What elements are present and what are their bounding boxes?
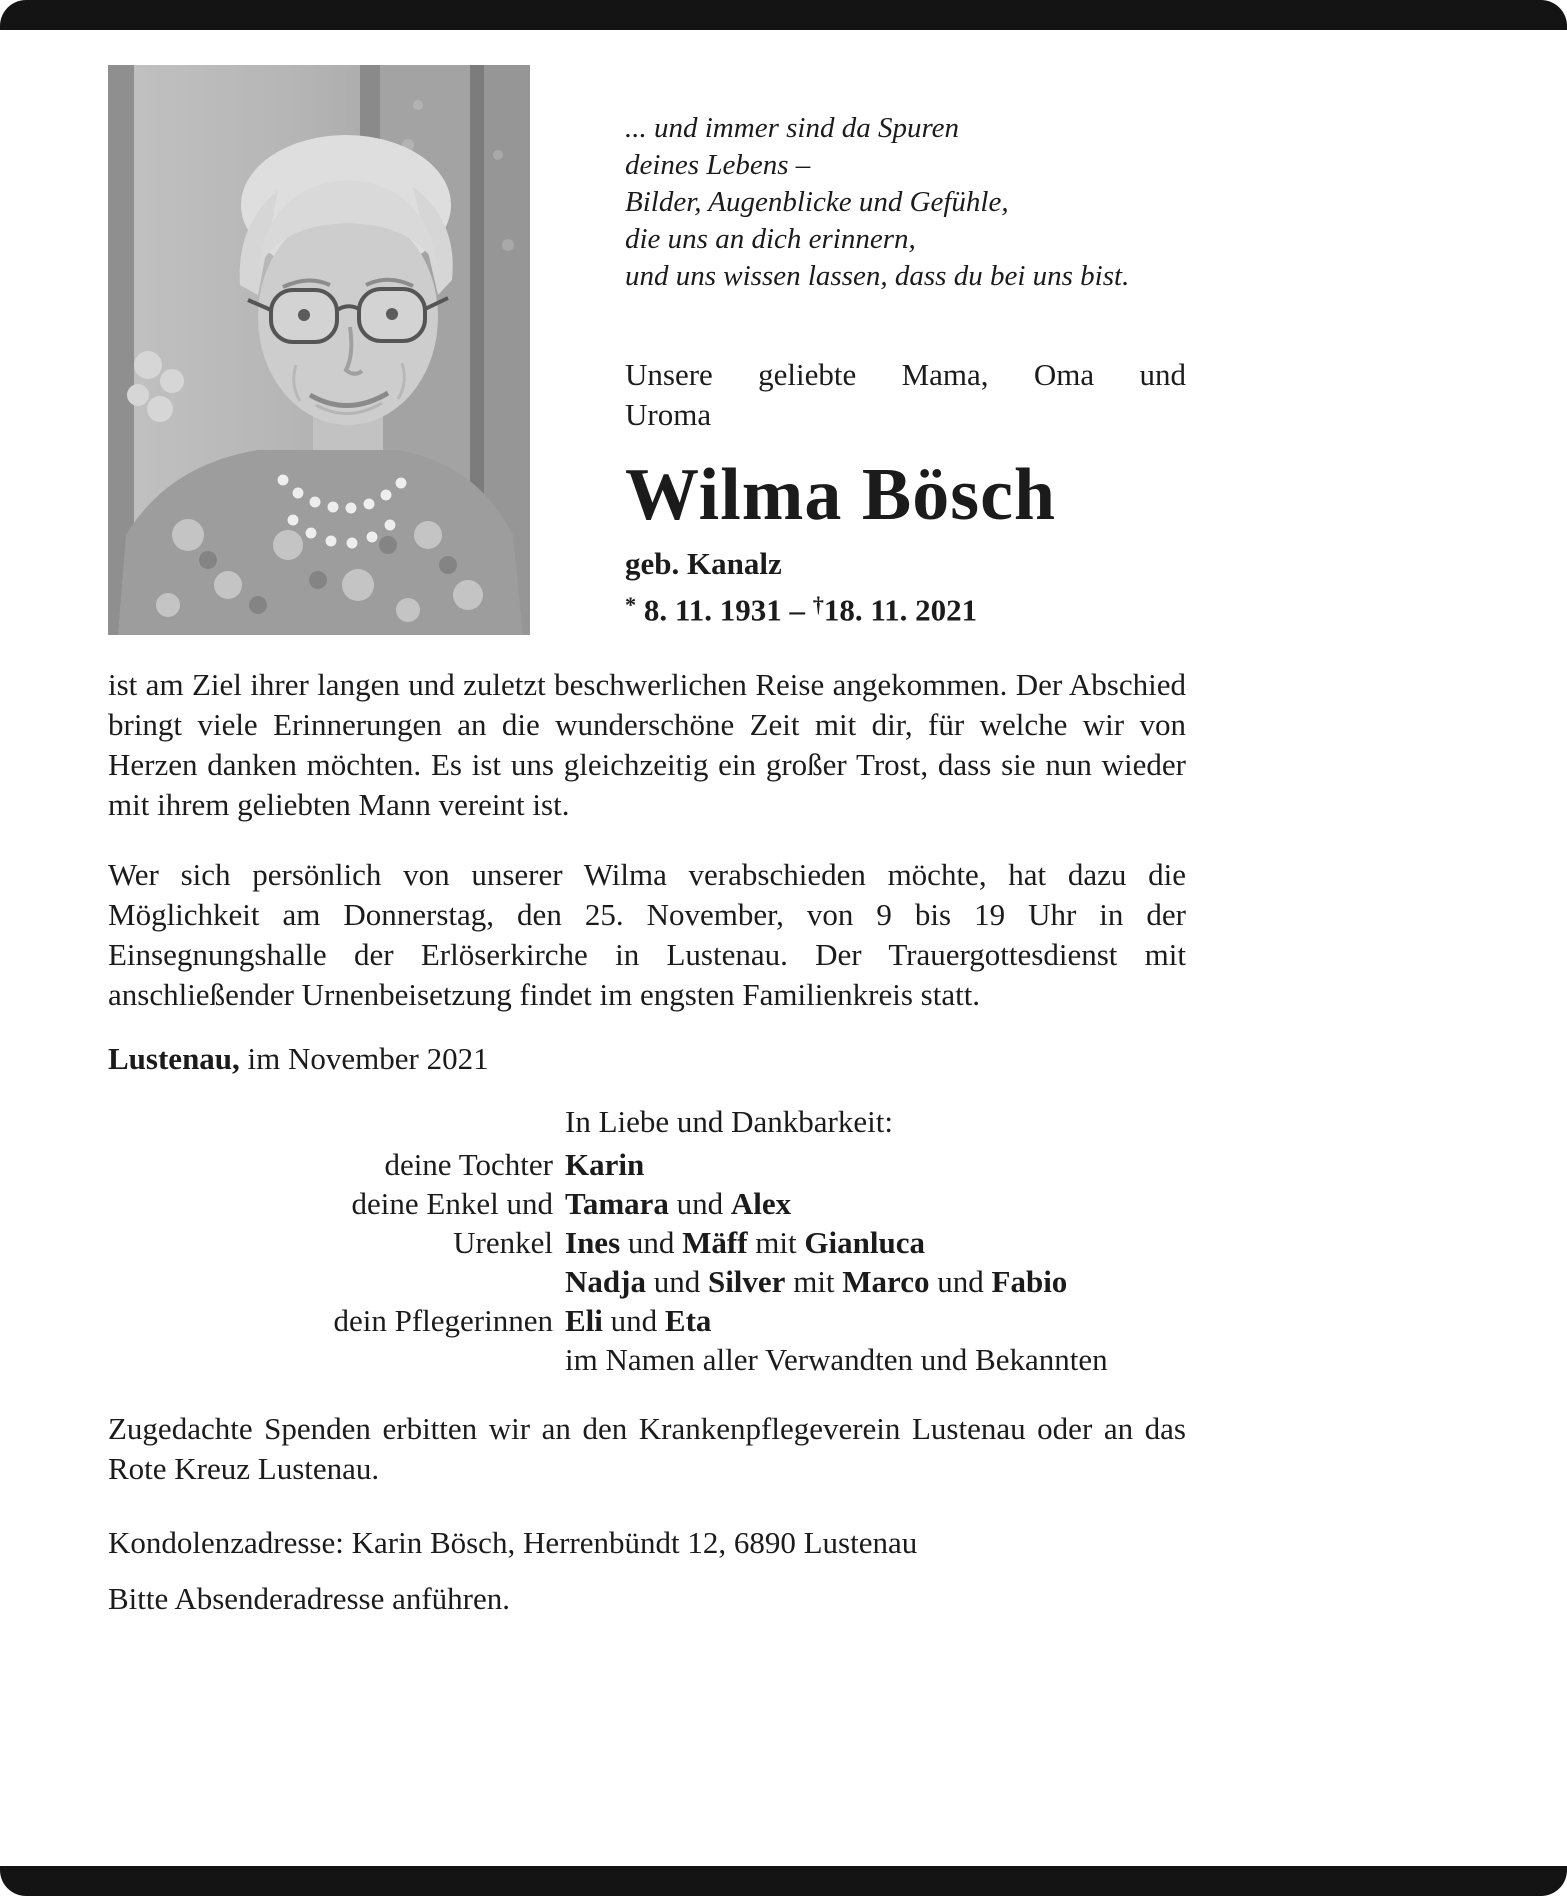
family-member-name: Nadja — [565, 1264, 646, 1299]
closing-line: In Liebe und Dankbarkeit: — [565, 1104, 893, 1139]
family-role-label: deine Enkel und — [351, 1186, 553, 1221]
header-section — [108, 65, 1186, 635]
death-date: 18. 11. 2021 — [823, 592, 978, 628]
family-conjunction: und — [620, 1225, 683, 1260]
family-footer: im Namen aller Verwandten und Bekannten — [565, 1342, 1108, 1377]
deceased-name: Wilma Bösch — [625, 454, 1057, 536]
poem-line: Bilder, Augenblicke und Gefühle, — [625, 186, 1009, 218]
family-member-name: Alex — [730, 1186, 792, 1221]
portrait-photo-image — [108, 65, 530, 635]
poem-line: deines Lebens – — [625, 149, 811, 181]
family-member-name: Fabio — [991, 1264, 1068, 1299]
family-member-name: Eli — [565, 1303, 603, 1338]
family-names — [565, 1184, 791, 1223]
card-content — [108, 30, 1186, 1619]
family-conjunction: mit — [747, 1225, 805, 1260]
family-member-name: Tamara — [565, 1186, 669, 1221]
poem-line: und uns wissen lassen, dass du bei uns bist. — [625, 260, 1130, 292]
family-row — [108, 1184, 1186, 1223]
family-role-label: deine Tochter — [384, 1147, 553, 1182]
farewell-paragraph: Wer sich persönlich von unserer Wilma verabschieden möchte, hat dazu die Möglichkeit am Donnerstag, den 25. November, von 9 bis 19 Uhr in der Einsegnungshalle der Erlöserkirche in Lustenau. Der Trauergottesdienst mit anschließender Urnenbeisetzung findet im engsten Familienkreis statt. — [108, 857, 1186, 1012]
date-separator: – — [789, 592, 805, 628]
family-member-name: Eta — [664, 1303, 712, 1338]
place-name: Lustenau, — [108, 1041, 240, 1076]
family-role-label: dein Pflegerinnen — [333, 1303, 553, 1338]
memorial-poem — [625, 110, 1186, 295]
family-conjunction: und — [602, 1303, 665, 1338]
family-role-label — [108, 1262, 553, 1301]
family-conjunction: und — [929, 1264, 992, 1299]
header-text-column — [625, 65, 1186, 630]
death-symbol: † — [812, 592, 824, 617]
card-bottom-border — [0, 1866, 1567, 1896]
family-conjunction: und — [645, 1264, 708, 1299]
family-member-name: Silver — [707, 1264, 786, 1299]
poem-line: ... und immer sind da Spuren — [625, 112, 960, 144]
birth-symbol: * — [625, 592, 637, 617]
portrait-photo — [108, 65, 530, 635]
family-member-name: Mäff — [682, 1225, 748, 1260]
family-conjunction: mit — [785, 1264, 843, 1299]
family-names — [565, 1145, 644, 1184]
family-role-label: Urenkel — [453, 1225, 553, 1260]
family-member-name: Ines — [565, 1225, 621, 1260]
family-member-name: Marco — [842, 1264, 930, 1299]
poem-line: die uns an dich erinnern, — [625, 223, 916, 255]
family-names — [565, 1262, 1067, 1301]
family-row — [108, 1145, 1186, 1184]
obituary-paragraph-1: ist am Ziel ihrer langen und zuletzt beschwerlichen Reise angekommen. Der Abschied bringt viele Erinnerungen an die wunderschöne Zeit mit dir, für welche wir von Herzen danken möchten. Es ist uns gleichzeitig ein großer Trost, dass sie nun wieder mit ihrem geliebten Mann vereint ist. — [108, 667, 1186, 822]
life-dates — [625, 585, 1186, 630]
family-member-name: Karin — [565, 1147, 645, 1182]
family-row — [108, 1262, 1186, 1301]
maiden-name: geb. Kanalz — [625, 546, 782, 581]
condolence-address: Kondolenzadresse: Karin Bösch, Herrenbündt 12, 6890 Lustenau — [108, 1525, 918, 1560]
card-top-border — [0, 0, 1567, 30]
place-date-line — [108, 1039, 1186, 1079]
family-list — [108, 1145, 1186, 1340]
sender-note: Bitte Absenderadresse anführen. — [108, 1581, 511, 1616]
family-member-name: Gianluca — [804, 1225, 925, 1260]
donation-note: Zugedachte Spenden erbitten wir an den Krankenpflegeverein Lustenau oder an das Rote Kreuz Lustenau. — [108, 1411, 1186, 1486]
family-names — [565, 1301, 711, 1340]
family-names — [565, 1223, 925, 1262]
birth-date: 8. 11. 1931 — [643, 592, 782, 628]
family-conjunction: und — [668, 1186, 731, 1221]
family-row — [108, 1223, 1186, 1262]
intro-line-1: Unsere geliebte Mama, Oma und — [625, 357, 1186, 392]
family-row — [108, 1301, 1186, 1340]
intro-text — [625, 355, 1186, 435]
date-text: im November 2021 — [247, 1041, 489, 1076]
intro-line-2: Uroma — [625, 397, 712, 432]
